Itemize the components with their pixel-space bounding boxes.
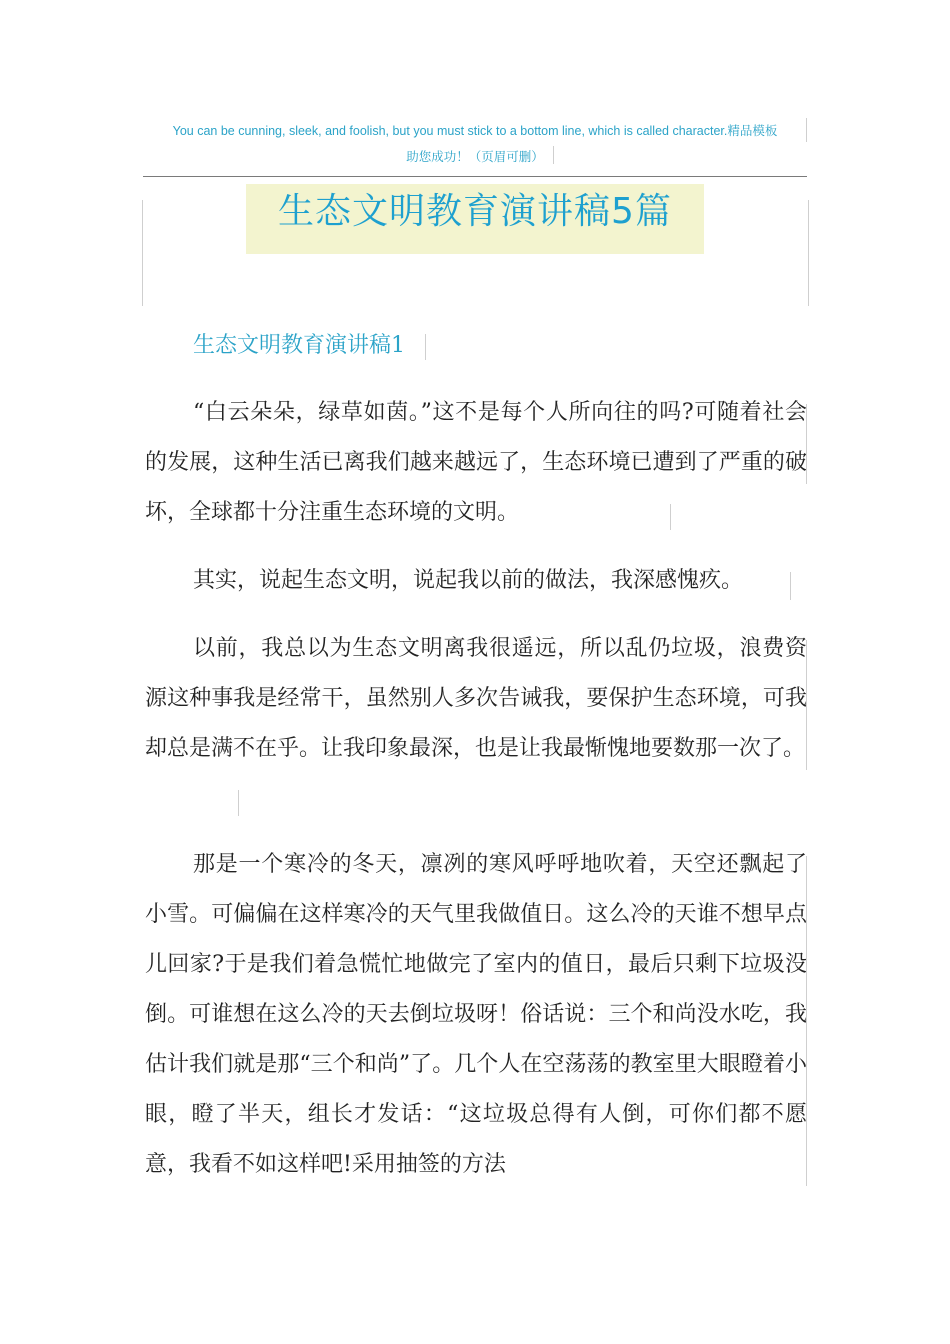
- header-divider: [143, 176, 807, 177]
- heading-boundary-mark: [425, 334, 426, 360]
- header-boundary-mark: [806, 118, 807, 142]
- document-title: 生态文明教育演讲稿5篇: [278, 191, 672, 232]
- page-header: [144, 118, 806, 170]
- header-line-2: 助您成功！（页眉可删）: [406, 150, 544, 164]
- paragraph-3-end-mark: [238, 790, 239, 816]
- paragraph-2-boundary: [790, 572, 791, 600]
- title-highlight: [246, 184, 704, 254]
- title-boundary-left: [142, 200, 143, 306]
- section-heading: 生态文明教育演讲稿1: [193, 333, 405, 358]
- header-boundary-mark-2: [553, 146, 554, 164]
- paragraph-2: 其实，说起生态文明，说起我以前的做法，我深感愧疚。: [193, 568, 744, 593]
- paragraph-1-end-mark: [670, 504, 671, 530]
- paragraph-1-boundary: [806, 404, 807, 484]
- paragraph-4-boundary: [806, 856, 807, 1186]
- title-boundary-right: [808, 200, 809, 306]
- paragraph-1: “白云朵朵，绿草如茵。”这不是每个人所向往的吗?可随着社会的发展，这种生活已离我们越来越远了，生态环境已遭到了严重的破坏，全球都十分注重生态环境的文明。: [145, 400, 807, 525]
- paragraph-3-boundary: [806, 640, 807, 770]
- paragraph-3: 以前，我总以为生态文明离我很遥远，所以乱仍垃圾，浪费资源这种事我是经常干，虽然别人多次告诫我，要保护生态环境，可我却总是满不在乎。让我印象最深，也是让我最惭愧地要数那一次了。: [145, 636, 807, 761]
- header-line-1: You can be cunning, sleek, and foolish, but you must stick to a bottom line, which is called character.精品模板: [172, 124, 778, 138]
- paragraph-4: 那是一个寒冷的冬天，凛冽的寒风呼呼地吹着，天空还飘起了小雪。可偏偏在这样寒冷的天气里我做值日。这么冷的天谁不想早点儿回家?于是我们着急慌忙地做完了室内的值日，最后只剩下垃圾没倒。可谁想在这么冷的天去倒垃圾呀！俗话说：三个和尚没水吃，我估计我们就是那“三个和尚”了。几个人在空荡荡的教室里大眼瞪着小眼，瞪了半天，组长才发话：“这垃圾总得有人倒，可你们都不愿意，我看不如这样吧!采用抽签的方法: [145, 852, 807, 1177]
